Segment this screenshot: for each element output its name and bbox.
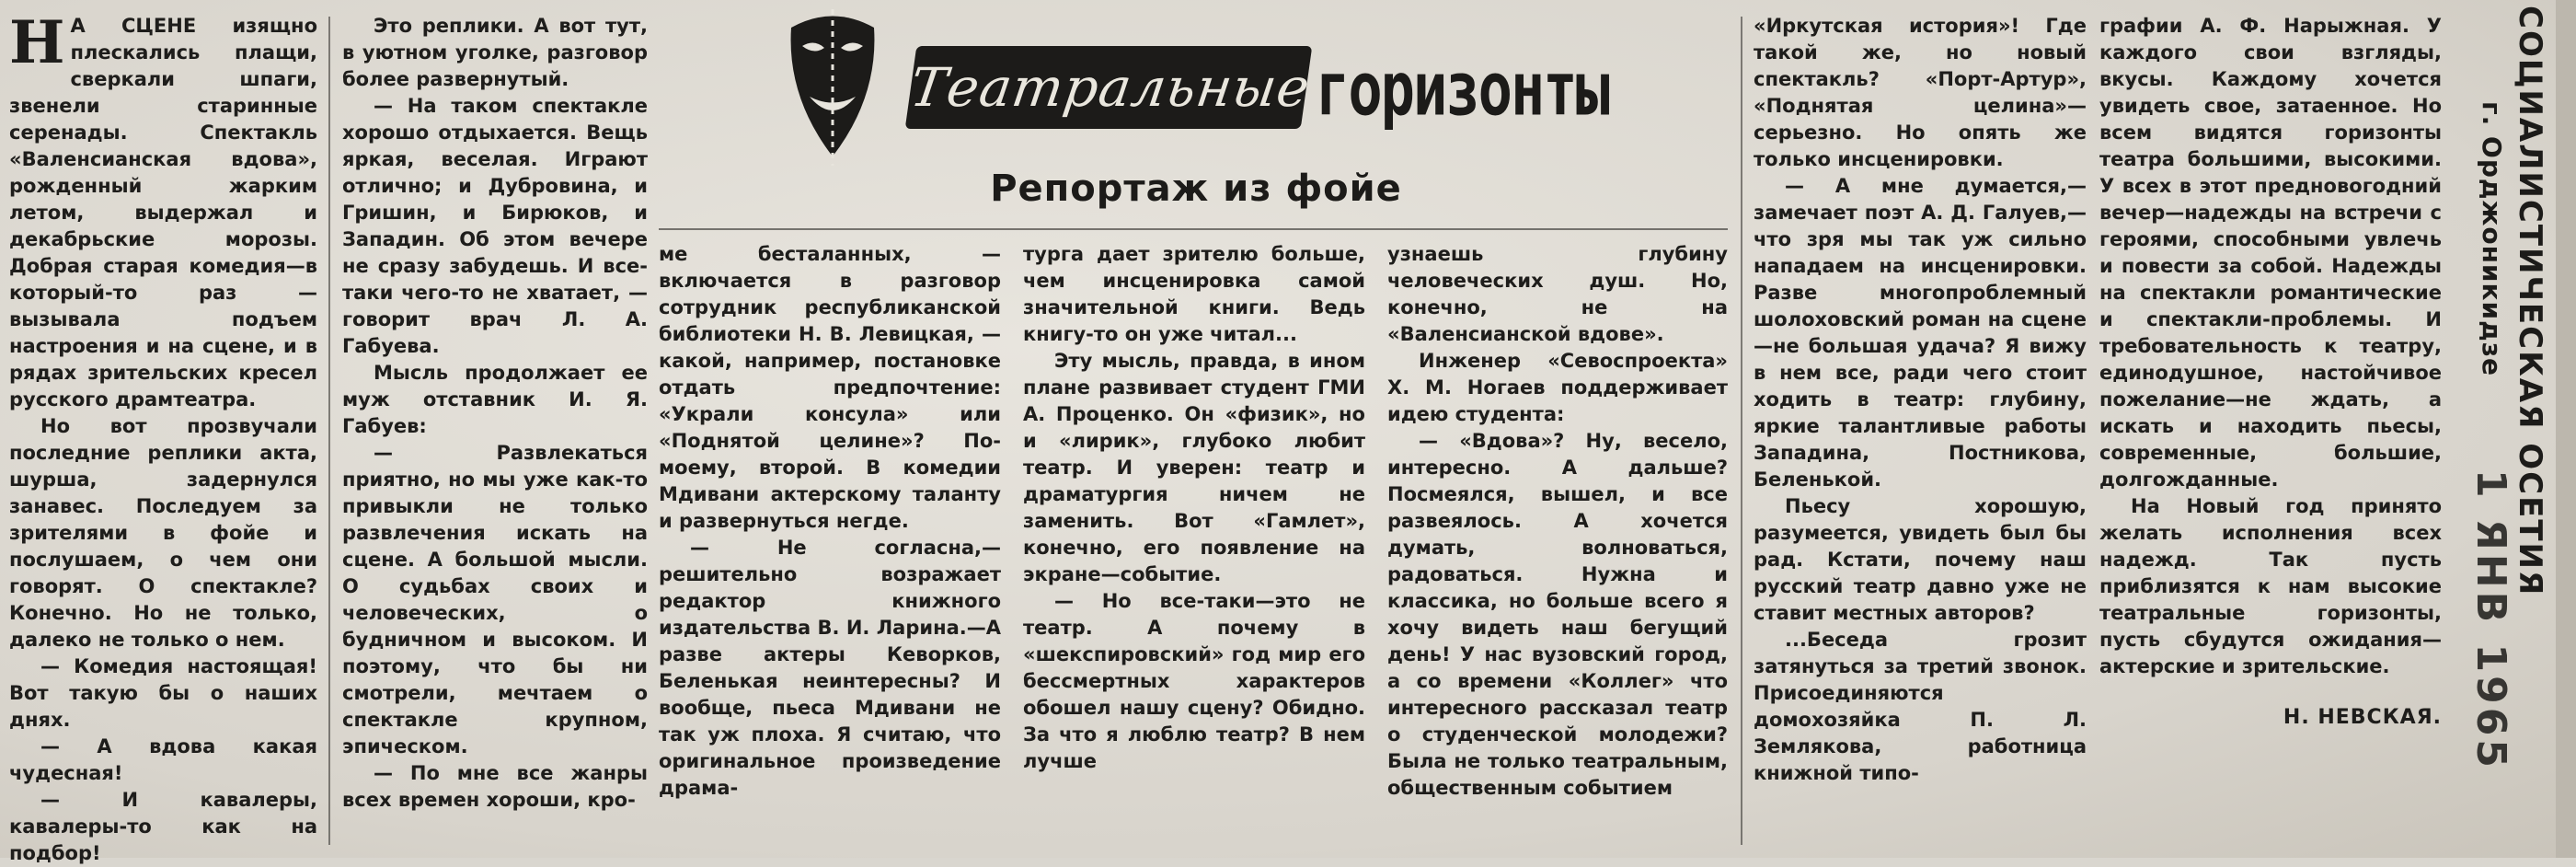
paragraph-text: Но вот прозвучали последние реплики акта, шурша, задернулся занавес. Последуем за зрителями в фойе и послушаем, о чем они говорят. О спектакле? Конечно. Но не только, далеко не только о нем. — [9, 415, 317, 651]
article-paragraph — [342, 440, 648, 760]
masthead-strip — [2466, 0, 2576, 858]
headline-title-script: Театральные — [905, 46, 1313, 129]
masthead-paper-name: СОЦИАЛИСТИЧЕСКАЯ ОСЕТИЯ — [2512, 6, 2548, 597]
article-paragraph — [1754, 13, 2087, 173]
article-paragraph — [9, 8, 317, 413]
paragraph-text: ...Беседа грозит затянуться за третий звонок. Присоединяются домохозяйка П. Л. Землякова, работница книжной типо- — [1754, 629, 2087, 784]
article-paragraph — [2099, 13, 2442, 493]
article-paragraph — [1387, 241, 1728, 348]
paragraph-text: — На таком спектакле хорошо отдыхается. Вещь яркая, веселая. Играют отлично; и Дубровина, и Гришин, и Бирюков, и Западин. Об этом вечере не сразу забудешь. И все-таки чего-то не хватает, —говорит врач Л. А. Габуева. — [342, 95, 648, 357]
paragraph-text: Инженер «Севоспроекта» Х. М. Ногаев поддерживает идею студента: — [1387, 350, 1728, 425]
article-paragraph — [342, 760, 648, 814]
article-paragraph — [1387, 348, 1728, 428]
date-stamp: 1 ЯНВ 1965 — [2467, 469, 2514, 771]
article-paragraph — [1754, 493, 2087, 627]
paragraph-text: — По мне все жанры всех времен хороши, кро- — [342, 762, 648, 811]
article-paragraph — [2099, 493, 2442, 680]
paragraph-text: А СЦЕНЕ изящно плескались плащи, сверкали шпаги, звенели старинные серенады. Спектакль «Валенсианская вдова», рожденный жарким летом, выдержал и декабрьские морозы. Добрая старая комедия—в который-то раз — вызывала подъем настроения и на сцене, и в рядах зрительских кресел русского драмтеатра. — [9, 15, 317, 410]
paragraph-text: — Развлекаться приятно, но мы уже как-то привыкли не только развлечения искать на сцене. А большой мысли. О судьбах своих и человеческих, о будничном и высоком. И поэтому, что бы ни смотрели, мечтаем о спектакле крупном, эпическом. — [342, 442, 648, 757]
article-paragraph — [659, 241, 1001, 535]
article-paragraph — [342, 360, 648, 440]
article-column-2 — [342, 13, 648, 846]
paragraph-text: На Новый год принято желать исполнения всех надежд. Так пусть приблизятся к нам высокие театральные горизонты, пусть сбудутся ожидания—актерские и зрительские. — [2099, 495, 2442, 677]
article-paragraph — [1023, 348, 1365, 588]
article-column-4 — [1023, 241, 1365, 846]
paragraph-text: Эту мысль, правда, в ином плане развивает студент ГМИ А. Проценко. Он «физик», но и «лирик», глубоко любит театр. И уверен: театр и драматургия ничем не заменить. Вот «Гамлет», конечно, его появление на экране—событие. — [1023, 350, 1365, 585]
masthead-city: г. Орджоникидзе — [2477, 101, 2507, 377]
headline-underline — [659, 228, 1728, 230]
paragraph-text: турга дает зрителю больше, чем инсценировка самой значительной книги. Ведь книгу-то он уже читал... — [1023, 243, 1365, 345]
article-paragraph — [9, 787, 317, 867]
paragraph-text: Пьесу хорошую, разумеется, увидеть был бы рад. Кстати, почему наш русский театр давно уже не ставит местных авторов? — [1754, 495, 2087, 624]
article-paragraph — [1754, 173, 2087, 493]
paragraph-text: Мысль продолжает ее муж отставник И. Я. Габуев: — [342, 362, 648, 437]
article-column-7 — [2099, 13, 2442, 846]
paragraph-text: — Комедия настоящая! Вот такую бы о наших днях. — [9, 655, 317, 731]
theatre-mask-icon — [782, 9, 883, 166]
article-paragraph — [1387, 428, 1728, 802]
article-column-1 — [9, 8, 317, 864]
paragraph-text: узнаешь глубину человеческих душ. Но, конечно, не на «Валенсианской вдове». — [1387, 243, 1728, 345]
drop-cap: Н — [9, 8, 65, 77]
article-column-3 — [659, 241, 1001, 846]
article-column-6 — [1754, 13, 2087, 846]
paragraph-text: — А мне думается,— замечает поэт А. Д. Галуев,—что зря мы так уж сильно нападаем на инсценировки. Разве многопроблемный шолоховский роман на сцене—не большая удача? Я вижу в нем все, ради чего стоит ходить в театр: глубину, яркие талантливые работы Западина, Постникова, Беленькой. — [1754, 175, 2087, 491]
author-signature: Н. НЕВСКАЯ. — [2283, 706, 2442, 729]
article-paragraph — [342, 93, 648, 360]
article-paragraph — [659, 535, 1001, 802]
column-rule — [1741, 17, 1742, 845]
column-rule — [328, 17, 330, 845]
paragraph-text: — А вдова какая чудесная! — [9, 735, 317, 784]
paragraph-text: Это реплики. А вот тут, в уютном уголке, разговор более развернутый. — [342, 15, 648, 90]
article-paragraph — [9, 734, 317, 787]
headline-title-block: горизонты — [1316, 44, 1608, 133]
article-paragraph — [9, 413, 317, 653]
paragraph-text: — И кавалеры, кавалеры-то как на подбор! — [9, 789, 317, 864]
paragraph-text: — Не согласна,—решительно возражает редактор книжного издательства В. И. Ларина.—А разве актеры Кеворков, Беленькая неинтересны? И вообще, пьеса Мдивани не так уж плоха. Я считаю, что оригинальное произведение драма- — [659, 537, 1001, 799]
paragraph-text: графии А. Ф. Нарыжная. У каждого свои взгляды, вкусы. Каждому хочется увидеть свое, затаенное. Но всем видятся горизонты театра большими, высокими. У всех в этот предновогодний вечер—надежды на встречи с героями, способными увлечь и повести за собой. Надежды на спектакли романтические и спектакли-проблемы. И требовательность к театру, единодушное, настойчивое пожелание—не ждать, а искать и находить пьесы, современные, большие, долгожданные. — [2099, 15, 2442, 491]
article-paragraph — [1023, 588, 1365, 775]
masthead-edge — [2556, 0, 2576, 858]
headline-subtitle: Репортаж из фойе — [990, 168, 1402, 210]
article-paragraph — [9, 653, 317, 734]
paragraph-text: ме бесталанных, — включается в разговор сотрудник республиканской библиотеки Н. В. Левицкая, — какой, например, постановке отдать предпочтение: «Украли консула» или «Поднятой целине»? По-моему, второй. В комедии Мдивани актерскому таланту и развернуться негде. — [659, 243, 1001, 532]
paragraph-text: — Но все-таки—это не театр. А почему в «шекспировский» год мир его бессмертных характеров обошел нашу сцену? Обидно. За что я люблю театр? В нем лучше — [1023, 590, 1365, 772]
paragraph-text: — «Вдова»? Ну, весело, интересно. А дальше? Посмеялся, вышел, и все развеялось. А хочется думать, волноваться, радоваться. Нужна и классика, но больше всего я хочу видеть наш бегущий день! У нас вузовский город, а со времени «Коллег» что интересного рассказал театр о студенческой молодежи? Была не только театральным, общественным событием — [1387, 430, 1728, 799]
paragraph-text: «Иркутская история»! Где такой же, но новый спектакль? «Порт-Артур», «Поднятая целина»—серьезно. Но опять же только инсценировки. — [1754, 15, 2087, 170]
article-paragraph — [342, 13, 648, 93]
article-paragraph — [1754, 627, 2087, 787]
article-column-5 — [1387, 241, 1728, 846]
article-paragraph — [1023, 241, 1365, 348]
headline-block — [782, 9, 1702, 221]
